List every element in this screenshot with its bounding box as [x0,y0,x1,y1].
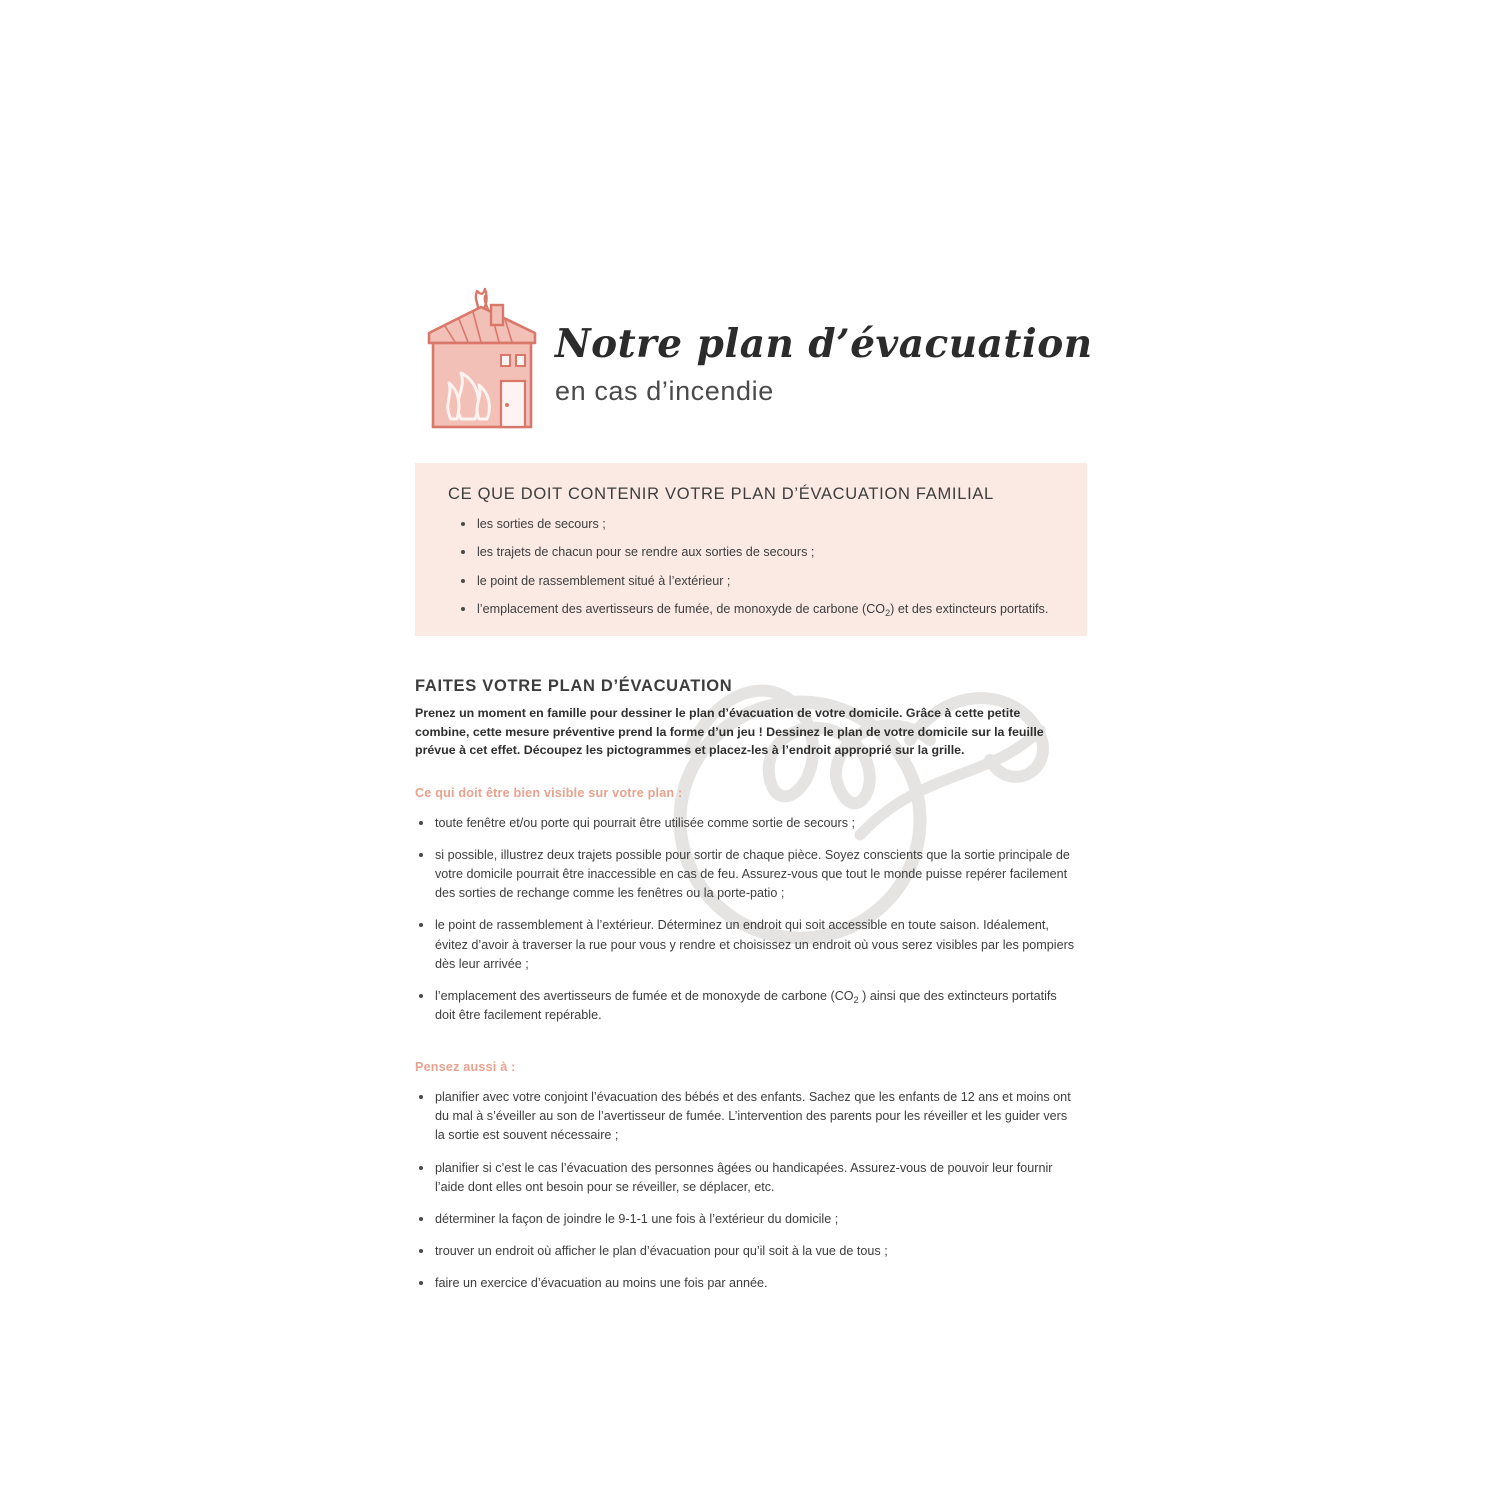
main-section [415,677,1095,1306]
section-intro: Prenez un moment en famille pour dessiner le plan d’évacuation de votre domicile. Grâce à cette petite combine, cette mesure préventive prend la forme d’un jeu ! Dessinez le plan de votre domicile sur la feuille prévue à cet effet. Découpez les pictogrammes et placez-les à l’endroit approprié sur la grille. [415,706,1044,758]
info-panel [415,463,1087,636]
list-item: planifier avec votre conjoint l’évacuation des bébés et des enfants. Sachez que les enfants de 12 ans et moins ont du mal à s’éveiller au son de l’avertisseur de fumée. L’intervention des parents pour les réveiller et les guider vers la sortie est souvent nécessaire ; [415,1088,1078,1145]
burning-house-icon [415,285,550,435]
list-item: déterminer la façon de joindre le 9-1-1 une fois à l’extérieur du domicile ; [415,1210,1078,1229]
list-item: l’emplacement des avertisseurs de fumée et de monoxyde de carbone ($CO_2$ ) ainsi que des extincteurs portatifs doit être facilement repérable. [415,987,1078,1025]
title-block [555,323,1115,407]
list-visible-plan [415,814,1078,1025]
info-panel-title: CE QUE DOIT CONTENIR VOTRE PLAN D’ÉVACUATION FAMILIAL [448,485,994,503]
list-item: les sorties de secours ; [459,515,1067,533]
list-item: faire un exercice d’évacuation au moins une fois par année. [415,1274,1078,1293]
document-header [415,285,1115,445]
list-item: le point de rassemblement situé à l’extérieur ; [459,572,1067,590]
list-item: les trajets de chacun pour se rendre aux sorties de secours ; [459,543,1067,561]
page-subtitle: en cas d’incendie [555,375,774,406]
page-title: Notre plan d’évacuation [555,321,1093,367]
section-title: FAITES VOTRE PLAN D’ÉVACUATION [415,677,733,695]
list-think-also [415,1088,1078,1293]
list-item: si possible, illustrez deux trajets possible pour sortir de chaque pièce. Soyez conscients que la sortie principale de votre domicile pourrait être inaccessible en cas de feu. Assurez-vous que tout le monde puisse repérer facilement des sorties de rechange comme les fenêtres ou la porte-patio ; [415,846,1078,903]
list-item: trouver un endroit où afficher le plan d’évacuation pour qu’il soit à la vue de tous ; [415,1242,1078,1261]
list-item: toute fenêtre et/ou porte qui pourrait être utilisée comme sortie de secours ; [415,814,1078,833]
info-panel-list [459,515,1067,628]
subheading-think-also: Pensez aussi à : [415,1060,516,1075]
subheading-visible-plan: Ce qui doit être bien visible sur votre plan : [415,785,683,800]
list-item: l’emplacement des avertisseurs de fumée, de monoxyde de carbone $(CO_2)$ et des extincteurs portatifs. [459,600,1067,618]
list-item: planifier si c’est le cas l’évacuation des personnes âgées ou handicapées. Assurez-vous de pouvoir leur fournir l’aide dont elles ont besoin pour se réveiller, se déplacer, etc. [415,1159,1078,1197]
list-item: le point de rassemblement à l’extérieur. Déterminez un endroit qui soit accessible en toute saison. Idéalement, évitez d’avoir à traverser la rue pour vous y rendre et choisissez un endroit où vous serez visibles par les pompiers dès leur arrivée ; [415,916,1078,973]
